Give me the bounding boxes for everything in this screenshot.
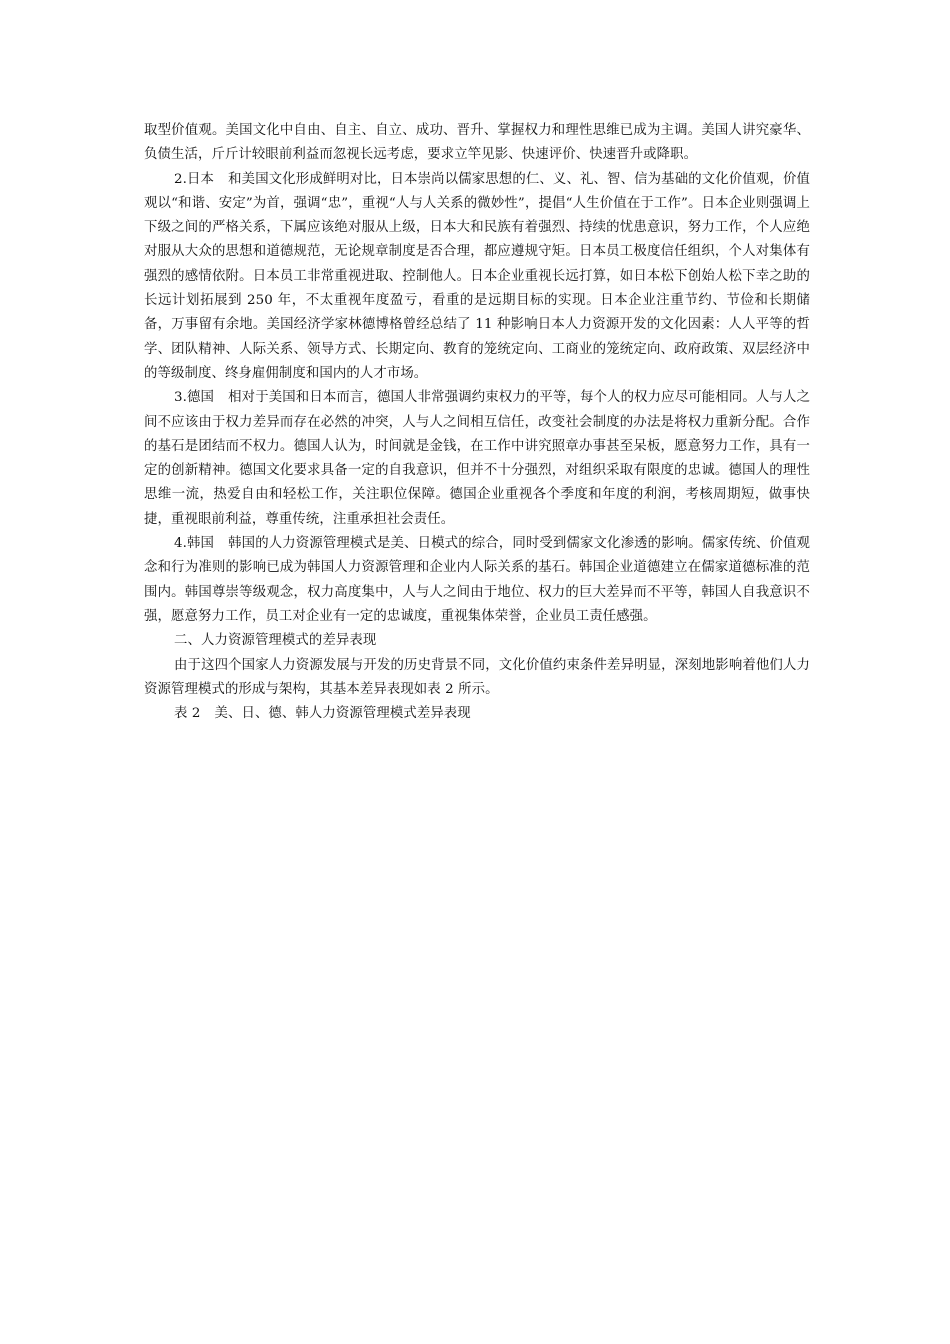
section-heading (144, 629, 810, 653)
paragraph-germany (144, 386, 810, 532)
table-caption-label: 表 2 (174, 706, 201, 722)
paragraph-text: 和美国文化形成鲜明对比，日本崇尚以儒家思想的仁、义、礼、智、信为基础的文化价值观，价值观以“和谐、安定”为首，强调“忠”，重视“人与人关系的微妙性”，提倡“人生价值在于工作”。日本企业则强调上下级之间的严格关系，下属应该绝对服从上级，日本大和民族有着强烈、持续的忧患意识，努力工作，个人应绝对服从大众的思想和道德规范，无论规章制度是否合理，都应遵规守矩。日本员工极度信任组织，个人对集体有强烈的感情依附。日本员工非常重视进取、控制他人。日本企业重视长远打算，如日本松下创始人松下幸之助的长远计划拓展到 250 年，不太重视年度盈亏，看重的是远期目标的实现。日本企业注重节约、节俭和长期储备，万事留有余地。美国经济学家林德博格曾经总结了 11 种影响日本人力资源开发的文化因素：人人平等的哲学、团队精神、人际关系、领导方式、长期定向、教育的笼统定向、工商业的笼统定向、政府政策、双层经济中的等级制度、终身雇佣制度和国内的人才市场。 (144, 171, 810, 381)
paragraph-text: 由于这四个国家人力资源发展与开发的历史背景不同，文化价值约束条件差异明显，深刻地影响着他们人力资源管理模式的形成与架构，其基本差异表现如表 2 所示。 (144, 657, 810, 697)
section-label-japan: 2.日本 (174, 171, 215, 187)
section-heading-text: 二、人力资源管理模式的差异表现 (174, 633, 377, 649)
section-label-germany: 3.德国 (174, 390, 215, 406)
paragraph-text: 取型价值观。美国文化中自由、自主、自立、成功、晋升、掌握权力和理性思维已成为主调。美国人讲究豪华、负债生活，斤斤计较眼前利益而忽视长远考虑，要求立竿见影、快速评价、快速晋升或降职。 (144, 123, 810, 163)
paragraph-japan (144, 168, 810, 387)
table-caption (144, 702, 810, 726)
paragraph-differences-intro (144, 654, 810, 703)
table-caption-text: 美、日、德、韩人力资源管理模式差异表现 (214, 706, 471, 722)
paragraph-text: 相对于美国和日本而言，德国人非常强调约束权力的平等，每个人的权力应尽可能相同。人与人之间不应该由于权力差异而存在必然的冲突，人与人之间相互信任，改变社会制度的办法是将权力重新分配。合作的基石是团结而不权力。德国人认为，时间就是金钱，在工作中讲究照章办事甚至呆板，愿意努力工作，具有一定的创新精神。德国文化要求具备一定的自我意识，但并不十分强烈，对组织采取有限度的忠诚。德国人的理性思维一流，热爱自由和轻松工作，关注职位保障。德国企业重视各个季度和年度的利润，考核周期短，做事快捷，重视眼前利益，尊重传统，注重承担社会责任。 (144, 390, 810, 527)
paragraph-us-culture-continued (144, 119, 810, 168)
section-label-korea: 4.韩国 (174, 536, 215, 552)
paragraph-text: 韩国的人力资源管理模式是美、日模式的综合，同时受到儒家文化渗透的影响。儒家传统、价值观念和行为准则的影响已成为韩国人力资源管理和企业内人际关系的基石。韩国企业道德建立在儒家道德标准的范围内。韩国尊崇等级观念，权力高度集中，人与人之间由于地位、权力的巨大差异而不平等，韩国人自我意识不强，愿意努力工作，员工对企业有一定的忠诚度，重视集体荣誉，企业员工责任感强。 (144, 536, 810, 624)
paragraph-korea (144, 532, 810, 629)
document-body (144, 119, 810, 726)
